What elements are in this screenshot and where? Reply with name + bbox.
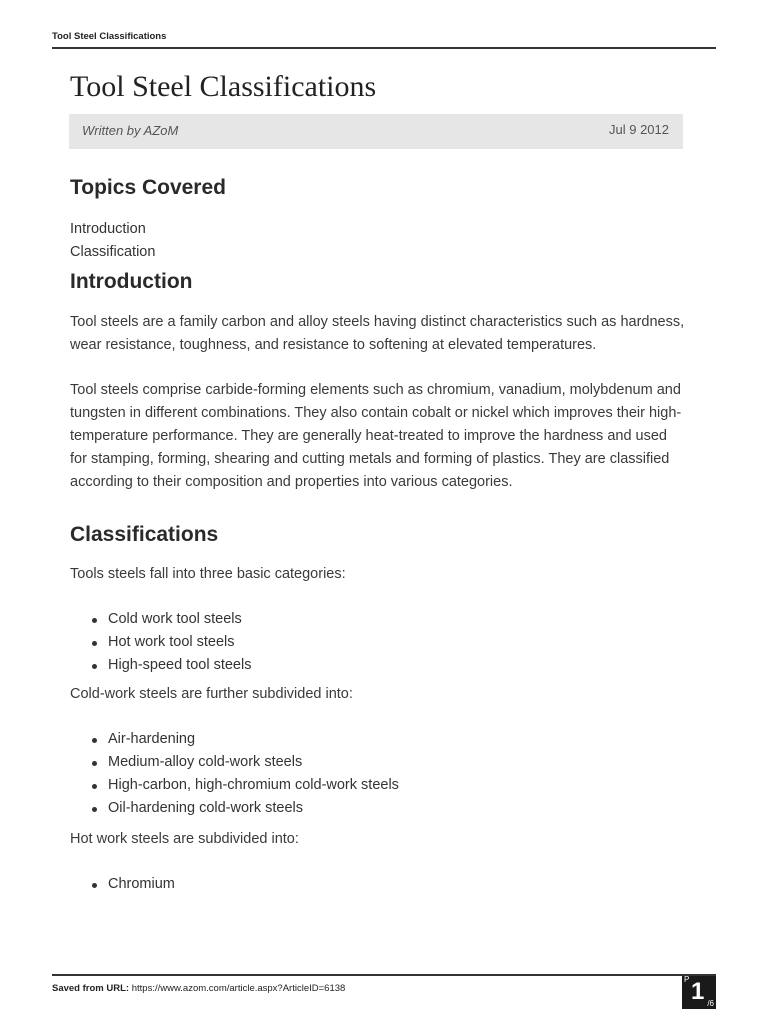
tool-steel-categories-list [70,608,686,677]
hot-work-lead: Hot work steels are subdivided into: [70,830,299,847]
page-number: 1 [691,978,705,1005]
list-item: Oil-hardening cold-work steels [92,797,686,820]
list-item: High-carbon, high-chromium cold-work steels [92,774,686,797]
classifications-heading: Classifications [70,523,219,547]
saved-from-label: Saved from URL: [52,983,130,994]
page-total: /6 [707,999,714,1008]
classifications-lead: Tools steels fall into three basic categories: [70,565,346,582]
cold-work-lead: Cold-work steels are further subdivided into: [70,685,353,702]
article-author: Written by AZoM [82,123,179,138]
introduction-heading: Introduction [70,270,193,294]
page-letter: P [684,975,690,984]
list-item: Medium-alloy cold-work steels [92,751,686,774]
header-rule [52,47,716,49]
topic-link-introduction[interactable]: Introduction [70,221,146,238]
article-title: Tool Steel Classifications [70,70,377,103]
list-item: High-speed tool steels [92,654,686,677]
running-header-title: Tool Steel Classifications [52,31,167,42]
list-item: Chromium [92,873,686,896]
list-item: Cold work tool steels [92,608,686,631]
topics-list [70,218,686,264]
saved-from-url [52,983,345,994]
source-url-link[interactable]: https://www.azom.com/article.aspx?ArticleID=6138 [131,983,346,994]
article-meta-bar [69,114,683,149]
hot-work-types-list [70,873,686,896]
list-item: Hot work tool steels [92,631,686,654]
introduction-paragraph: Tool steels comprise carbide-forming elements such as chromium, vanadium, molybdenum and tungsten in different combinations. They also contain cobalt or nickel which improves their high-temperature performance. They are generally heat-treated to improve the hardness and used for stamping, forming, shearing and cutting metals and forming of plastics. They are classified according to their composition and properties into various categories. [70,382,682,491]
footer-rule [52,974,716,976]
article-content [70,170,686,896]
cold-work-types-list [70,728,686,820]
page-number-badge [682,976,716,1009]
topic-link-classification[interactable]: Classification [70,244,156,261]
article-date: Jul 9 2012 [609,122,669,137]
topics-heading: Topics Covered [70,176,226,199]
introduction-paragraph: Tool steels are a family carbon and alloy steels having distinct characteristics such as hardness, wear resistance, toughness, and resistance to softening at elevated temperatures. [70,314,685,354]
list-item: Air-hardening [92,728,686,751]
